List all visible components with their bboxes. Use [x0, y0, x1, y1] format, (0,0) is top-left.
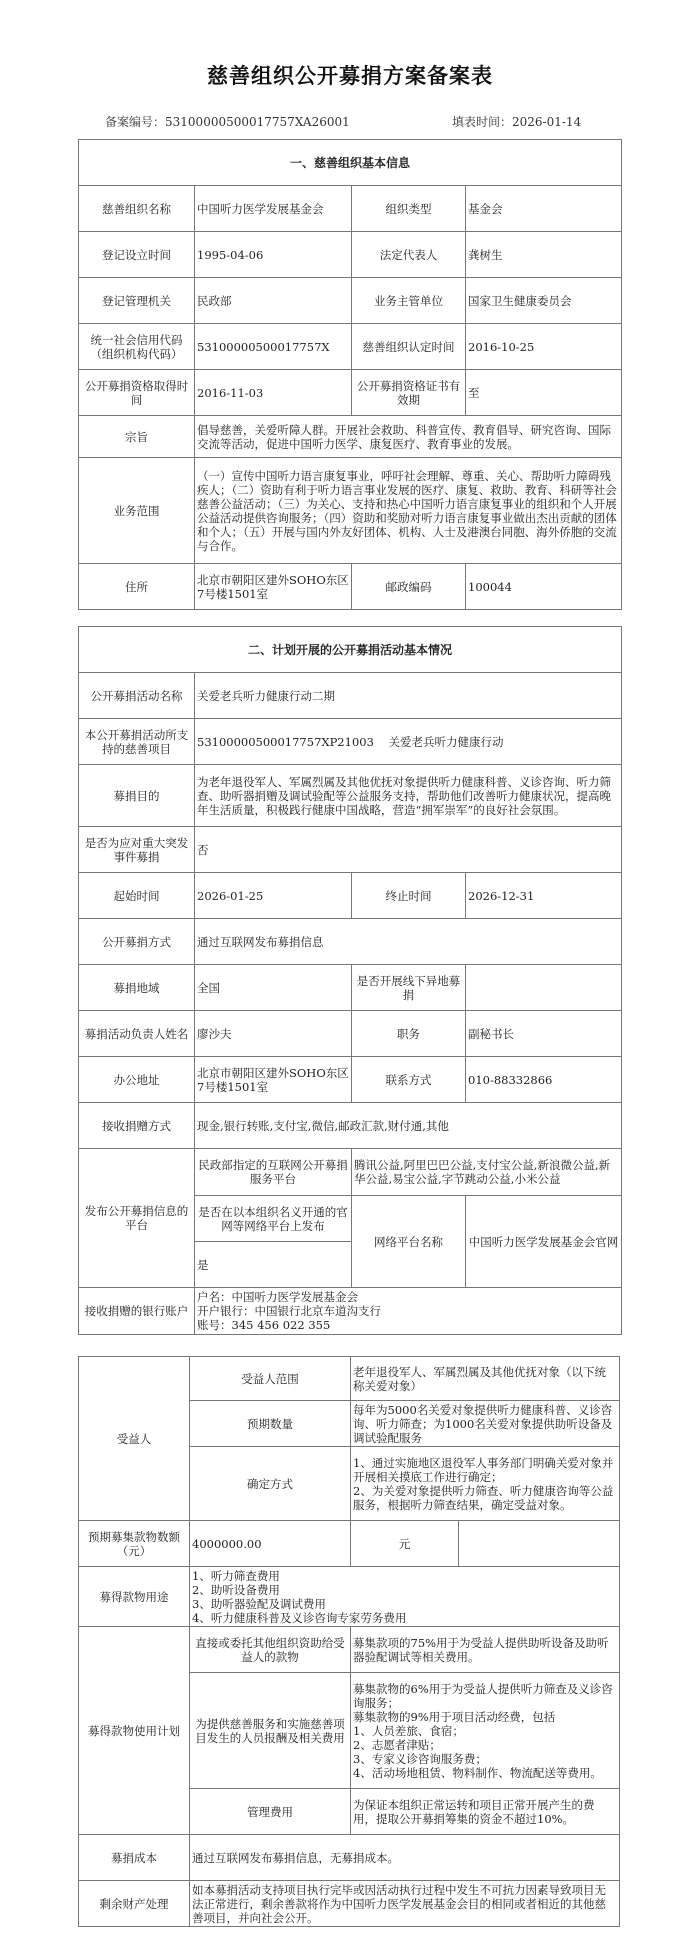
plan-label: 募得款物使用计划 — [79, 1627, 190, 1835]
bank-value — [195, 1288, 622, 1335]
position-label: 职务 — [352, 1011, 466, 1057]
method-value: 通过互联网发布募捐信息 — [195, 919, 622, 965]
region-label: 募捐地域 — [79, 965, 195, 1011]
office-label: 办公地址 — [79, 1057, 195, 1103]
amount-value: 4000000.00 — [190, 1521, 351, 1567]
use-item: 4、听力健康科普及义诊咨询专家劳务费用 — [192, 1610, 407, 1625]
record-number-label: 备案编号： — [105, 115, 166, 129]
page-title: 慈善组织公开募捐方案备案表 — [207, 64, 493, 88]
cost-value: 通过互联网发布募捐信息，无募捐成本。 — [190, 1835, 620, 1881]
own-site-value: 是 — [195, 1242, 352, 1288]
address-label: 住所 — [79, 564, 195, 610]
office-value: 北京市朝阳区建外SOHO东区7号楼1501室 — [195, 1057, 352, 1103]
offline-label: 是否开展线下异地募捐 — [352, 965, 466, 1011]
project-value: 53100000500017757XP21003 关爱老兵听力健康行动 — [195, 719, 622, 765]
activity-name-value: 关爱老兵听力健康行动二期 — [195, 673, 622, 719]
contact-value: 010-88332866 — [466, 1057, 622, 1103]
plan-mgmt-label: 管理费用 — [190, 1789, 351, 1835]
scope-label: 业务范围 — [79, 458, 195, 564]
offline-value — [466, 965, 622, 1011]
legal-rep-label: 法定代表人 — [352, 232, 466, 278]
fill-time-value: 2026-01-14 — [512, 115, 582, 129]
person-value: 廖沙夫 — [195, 1011, 352, 1057]
project-label: 本公开募捐活动所支持的慈善项目 — [79, 719, 195, 765]
platform-label: 发布公开募捐信息的平台 — [79, 1149, 195, 1288]
section1-heading: 一、慈善组织基本信息 — [79, 140, 622, 186]
bank-label: 接收捐赠的银行账户 — [79, 1288, 195, 1335]
own-site-label: 是否在以本组织名义开通的官网等网络平台上发布 — [195, 1196, 352, 1242]
scope-value: （一）宣传中国听力语言康复事业，呼吁社会理解、尊重、关心、帮助听力障碍残疾人；（二）资助有利于听力语言事业发展的医疗、康复、救助、教育、科研等社会慈善公益活动；（三）为关心、支持和热心中国听力语言康复事业的组织和个人开展公益活动提供咨询服务；（四）资助和奖励对听力语言康复事业做出杰出贡献的团体和个人；（五）开展与国内外友好团体、机构、人士及港澳台同胞、海外侨胞的交流与合作。 — [195, 458, 622, 564]
beneficiary-label: 受益人 — [79, 1357, 190, 1521]
reg-authority-value: 民政部 — [195, 278, 352, 324]
org-type-value: 基金会 — [466, 186, 622, 232]
remain-label: 剩余财产处理 — [79, 1881, 190, 1927]
org-type-label: 组织类型 — [352, 186, 466, 232]
goal-value: 为老年退役军人、军属烈属及其他优抚对象提供听力健康科普、义诊咨询、听力筛查、助听器捐赠及调试验配等公益服务支持，帮助他们改善听力健康状况，提高晚年生活质量，积极践行健康中国战略，营造“拥军崇军”的良好社会氛围。 — [195, 765, 622, 827]
end-label: 终止时间 — [352, 873, 466, 919]
beneficiary-table — [78, 1356, 620, 1927]
determine-label: 确定方式 — [190, 1447, 351, 1521]
fill-time-label: 填表时间： — [452, 115, 513, 129]
bank-name: 开户银行：中国银行北京车道沟支行 — [197, 1304, 381, 1318]
cost-label: 募捐成本 — [79, 1835, 190, 1881]
activity-name-label: 公开募捐活动名称 — [79, 673, 195, 719]
credit-code-value: 53100000500017757X — [195, 324, 352, 370]
section2-heading: 二、计划开展的公开募捐活动基本情况 — [79, 627, 622, 673]
purpose-label: 宗旨 — [79, 416, 195, 458]
credit-code-label: 统一社会信用代码（组织机构代码） — [79, 324, 195, 370]
determine-value: 1、通过实施地区退役军人事务部门明确关爱对象并开展相关摸底工作进行确定； 2、为关爱对象提供听力筛查、听力健康咨询等公益服务，根据听力筛查结果，确定受益对象。 — [351, 1447, 620, 1521]
cert-valid-value: 至 — [466, 370, 622, 416]
reg-date-value: 1995-04-06 — [195, 232, 352, 278]
record-number-value: 53100000500017757XA26001 — [165, 115, 350, 129]
emergency-value: 否 — [195, 827, 622, 873]
plan-direct-value: 募集款项的75%用于为受益人提供助听设备及助听器验配调试等相关费用。 — [351, 1627, 620, 1673]
activity-info-table — [78, 626, 622, 1335]
end-value: 2026-12-31 — [466, 873, 622, 919]
region-value: 全国 — [195, 965, 352, 1011]
use-item: 2、助听设备费用 — [192, 1582, 280, 1597]
beneficiary-scope-value: 老年退役军人、军属烈属及其他优抚对象（以下统称关爱对象） — [351, 1357, 620, 1401]
count-label: 预期数量 — [190, 1401, 351, 1447]
supervisor-value: 国家卫生健康委员会 — [466, 278, 622, 324]
amount-extra — [459, 1521, 620, 1567]
org-info-table — [78, 139, 622, 610]
person-label: 募捐活动负责人姓名 — [79, 1011, 195, 1057]
use-item: 1、听力筛查费用 — [192, 1568, 280, 1583]
qual-date-label: 公开募捐资格取得时间 — [79, 370, 195, 416]
recognized-date-value: 2016-10-25 — [466, 324, 622, 370]
qual-date-value: 2016-11-03 — [195, 370, 352, 416]
supervisor-label: 业务主管单位 — [352, 278, 466, 324]
recognized-date-label: 慈善组织认定时间 — [352, 324, 466, 370]
record-number — [105, 113, 350, 130]
remain-value: 如本募捐活动支持项目执行完毕或因活动执行过程中发生不可抗力因素导致项目无法正常进行，剩余善款将作为中国听力医学发展基金会目的相同或者相近的其他慈善项目，并向社会公开。 — [190, 1881, 620, 1927]
amount-unit: 元 — [351, 1521, 459, 1567]
receive-value: 现金,银行转账,支付宝,微信,邮政汇款,财付通,其他 — [195, 1103, 622, 1149]
beneficiary-scope-label: 受益人范围 — [190, 1357, 351, 1401]
fill-time — [452, 113, 581, 130]
reg-authority-label: 登记管理机关 — [79, 278, 195, 324]
cert-valid-label: 公开募捐资格证书有效期 — [352, 370, 466, 416]
use-item: 3、助听器验配及调试费用 — [192, 1596, 326, 1611]
start-value: 2026-01-25 — [195, 873, 352, 919]
purpose-value: 倡导慈善，关爱听障人群。开展社会救助、科普宣传、教育倡导、研究咨询、国际交流等活动，促进中国听力医学、康复医疗、教育事业的发展。 — [195, 416, 622, 458]
site-name-label: 网络平台名称 — [352, 1196, 466, 1288]
count-value: 每年为5000名关爱对象提供听力健康科普、义诊咨询、听力筛查；为1000名关爱对象提供助听设备及调试验配服务 — [351, 1401, 620, 1447]
mca-platform-value: 腾讯公益,阿里巴巴公益,支付宝公益,新浪微公益,新华公益,易宝公益,字节跳动公益,小米公益 — [352, 1149, 622, 1196]
legal-rep-value: 龚树生 — [466, 232, 622, 278]
bank-account-number: 账号：345 456 022 355 — [197, 1318, 331, 1332]
amount-label: 预期募集款物数额（元） — [79, 1521, 190, 1567]
plan-service-value: 募集款物的6%用于为受益人提供听力筛查及义诊咨询服务； 募集款物的9%用于项目活动经费，包括 1、人员差旅、食宿； 2、志愿者津贴； 3、专家义诊咨询服务费； 4、活动场地租赁、物料制作、物流配送等费用。 — [351, 1673, 620, 1789]
mca-platform-label: 民政部指定的互联网公开募捐服务平台 — [195, 1149, 352, 1196]
start-label: 起始时间 — [79, 873, 195, 919]
address-value: 北京市朝阳区建外SOHO东区7号楼1501室 — [195, 564, 352, 610]
use-label: 募得款物用途 — [79, 1567, 190, 1627]
emergency-label: 是否为应对重大突发事件募捐 — [79, 827, 195, 873]
goal-label: 募捐目的 — [79, 765, 195, 827]
plan-service-label: 为提供慈善服务和实施慈善项目发生的人员报酬及相关费用 — [190, 1673, 351, 1789]
org-name-value: 中国听力医学发展基金会 — [195, 186, 352, 232]
receive-label: 接收捐赠方式 — [79, 1103, 195, 1149]
plan-direct-label: 直接或委托其他组织资助给受益人的款物 — [190, 1627, 351, 1673]
site-name-value: 中国听力医学发展基金会官网 — [466, 1196, 622, 1288]
position-value: 副秘书长 — [466, 1011, 622, 1057]
bank-account-name: 户名：中国听力医学发展基金会 — [197, 1290, 358, 1304]
plan-mgmt-value: 为保证本组织正常运转和项目正常开展产生的费用，提取公开募捐筹集的资金不超过10%。 — [351, 1789, 620, 1835]
use-value — [190, 1567, 620, 1627]
postcode-label: 邮政编码 — [352, 564, 466, 610]
method-label: 公开募捐方式 — [79, 919, 195, 965]
reg-date-label: 登记设立时间 — [79, 232, 195, 278]
contact-label: 联系方式 — [352, 1057, 466, 1103]
postcode-value: 100044 — [466, 564, 622, 610]
org-name-label: 慈善组织名称 — [79, 186, 195, 232]
